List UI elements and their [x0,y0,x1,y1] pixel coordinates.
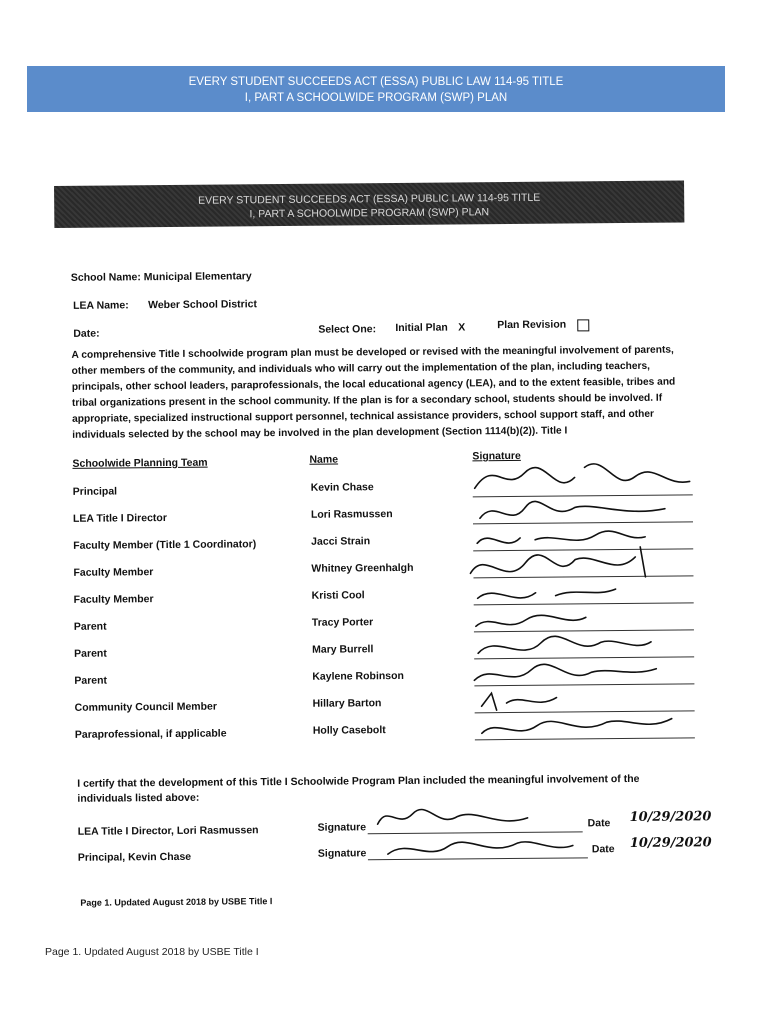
team-name: Kaylene Robinson [312,669,404,683]
team-role: Principal [72,485,118,498]
team-header-signature: Signature [472,449,521,463]
team-role: Parent [74,647,107,660]
header-line-1: EVERY STUDENT SUCCEEDS ACT (ESSA) PUBLIC LAW 114-95 TITLE [188,76,564,88]
cert-signature-label: Signature [317,847,367,860]
team-name: Hillary Barton [312,697,382,710]
team-header-name: Name [309,453,339,466]
date-label: Date: [73,327,100,340]
plan-revision-checkbox[interactable] [577,319,589,331]
team-role: Parent [74,674,108,687]
page-footer: Page 1. Updated August 2018 by USBE Title I [45,946,259,958]
lea-label: LEA Name: [73,299,129,312]
team-name: Tracy Porter [311,616,374,629]
scan-header-line-2: I, PART A SCHOOLWIDE PROGRAM (SWP) PLAN [249,206,490,221]
cert-date-label: Date [591,843,615,856]
cert-role: LEA Title I Director, Lori Rasmussen [77,824,259,838]
cert-date-value: 10/29/2020 [629,835,712,851]
team-role: Parent [73,620,107,633]
lea-value: Weber School District [148,298,258,312]
initial-plan-label: Initial Plan [395,321,448,335]
team-role: LEA Title I Director [72,512,167,525]
cert-signature-label: Signature [317,821,367,834]
cert-date-value: 10/29/2020 [629,809,712,825]
team-name: Mary Burrell [312,643,374,656]
scanned-form [52,176,714,910]
team-name: Lori Rasmussen [310,508,393,521]
team-role: Community Council Member [74,700,217,714]
cert-role: Principal, Kevin Chase [77,850,192,864]
cert-signatures [367,797,588,869]
team-name: Kristi Cool [311,589,365,602]
team-header-role: Schoolwide Planning Team [72,456,208,470]
team-name: Whitney Greenhalgh [311,561,414,575]
team-role: Faculty Member [73,593,154,606]
team-role: Faculty Member [73,566,154,579]
team-role: Faculty Member (Title 1 Coordinator) [73,538,257,552]
team-role: Paraprofessional, if applicable [74,727,227,741]
team-name: Jacci Strain [311,535,371,548]
school-name: School Name: Municipal Elementary [70,270,252,284]
handwritten-signatures [464,446,707,748]
scanned-header-banner [54,180,684,227]
team-name: Kevin Chase [310,481,374,494]
requirements-paragraph: A comprehensive Title I schoolwide program plan must be developed or revised with the meaningful involvement of parents, other members of the community, and individuals who will carry out the implementation of the plan, including teachers, principals, other school leaders, paraprofessionals, the local educational agency (LEA), and to the extent feasible, tribes and tribal organizations present in the school community. If the plan is for a secondary school, students should be involved. If appropriate, specialized instructional support personnel, technical assistance providers, school support staff, and other individuals selected by the school may be involved in the plan development (Section 1114(b)(2)). Title I [71,344,676,441]
header-line-2: I, PART A SCHOOLWIDE PROGRAM (SWP) PLAN [244,92,508,104]
team-name: Holly Casebolt [312,724,386,737]
certify-line-1: I certify that the development of this Title I Schoolwide Program Plan included the meaningful involvement of the [77,772,640,790]
page-header-banner [27,66,725,112]
plan-revision-label: Plan Revision [497,318,567,332]
cert-date-label: Date [587,817,611,830]
select-one-label: Select One: [318,323,377,336]
scan-footer: Page 1. Updated August 2018 by USBE Title I [80,896,273,908]
certify-line-2: individuals listed above: [77,791,200,805]
scan-header-line-1: EVERY STUDENT SUCCEEDS ACT (ESSA) PUBLIC LAW 114-95 TITLE [198,191,541,207]
initial-plan-mark: X [458,321,466,334]
